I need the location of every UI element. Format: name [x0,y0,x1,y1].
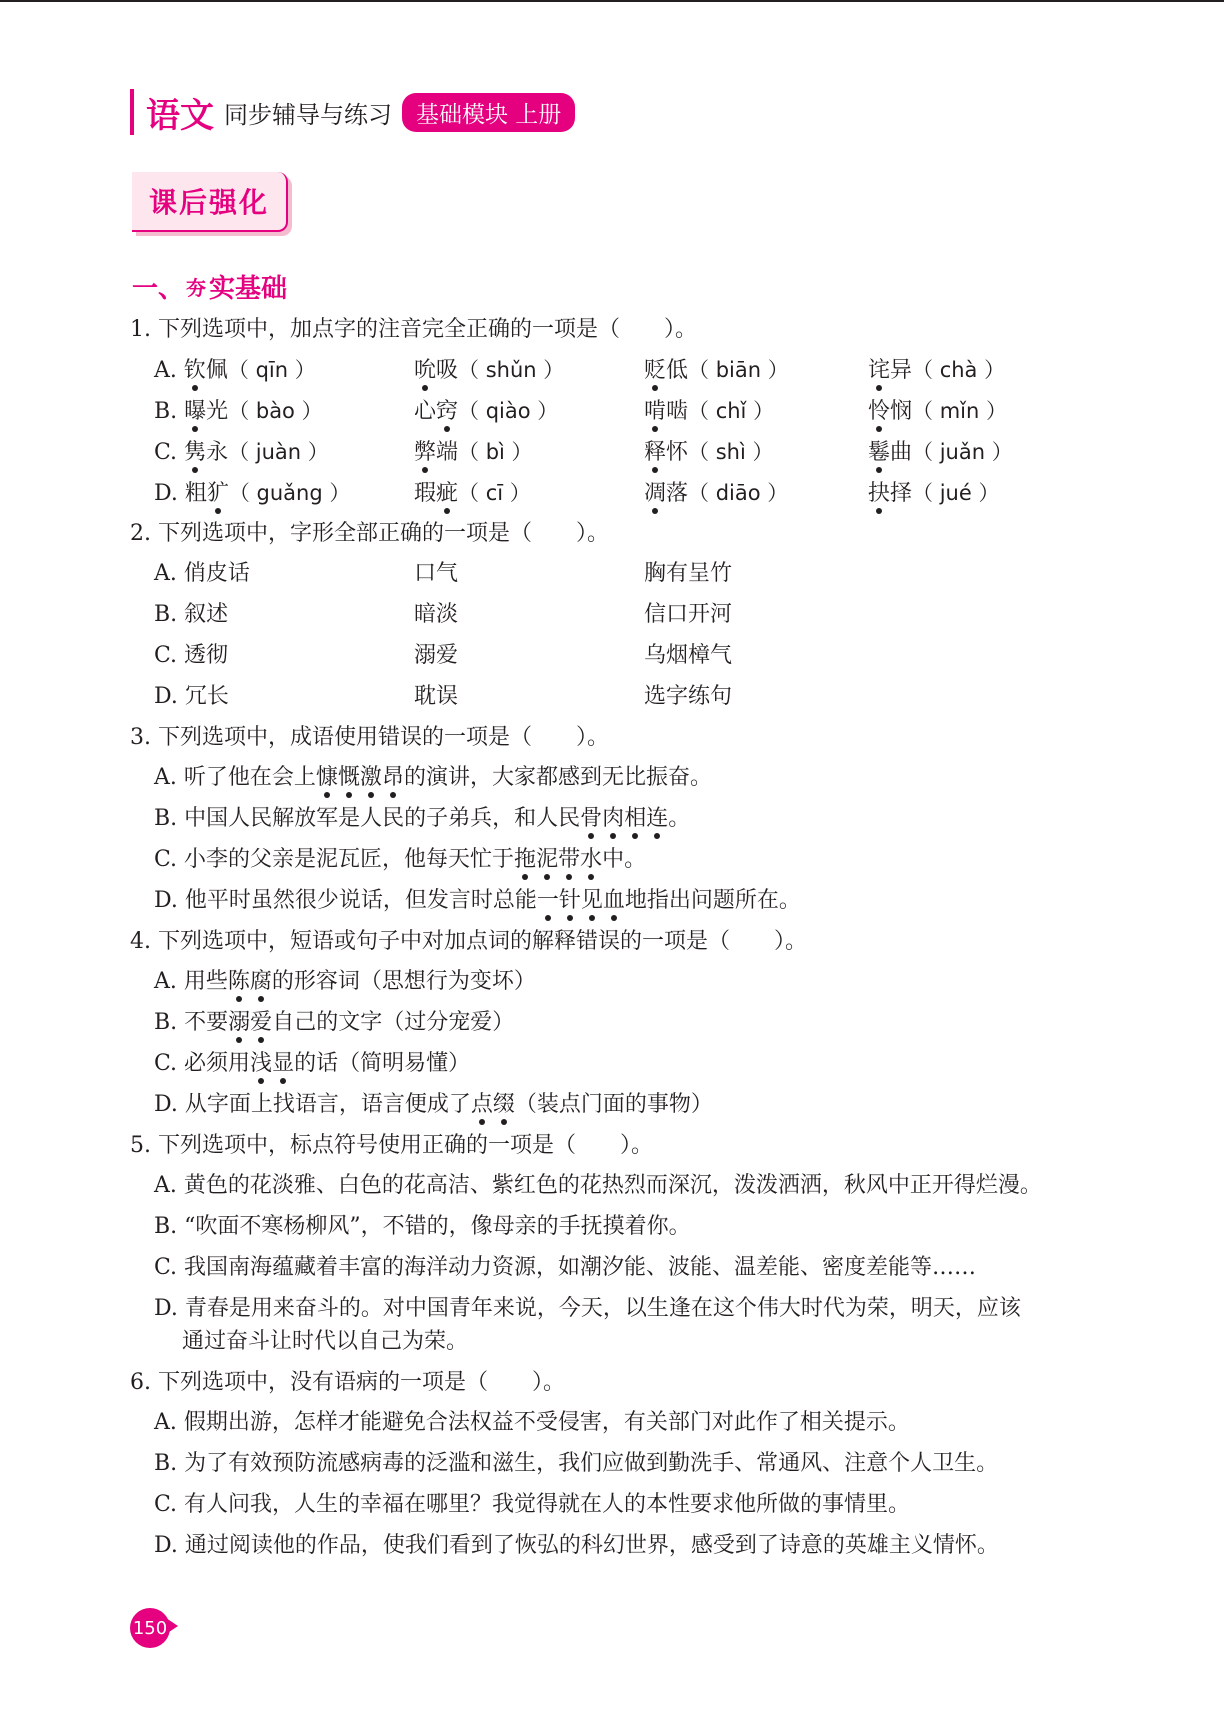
q2-option-a-2: 口气 [414,561,459,586]
q2-option-c-1: C. 透彻 [154,643,229,668]
emphasis-char: 带 [558,845,580,875]
q1-option-b-3: 啃啮（ chǐ ） [644,396,774,427]
q4-option-c: C. 必须用浅显的话（简明易懂） [154,1049,470,1079]
part-glyph-icon: 夯 [186,276,207,300]
q3-option-b: B. 中国人民解放军是人民的子弟兵，和人民骨肉相连。 [154,804,690,834]
q4-c-dotted [250,1051,294,1076]
q2-option-b-2: 暗淡 [414,602,459,627]
q1-option-d-2: 瑕疵（ cī ） [414,478,531,509]
q1-option-c-1: C. 隽永（ juàn ） [154,437,329,468]
section-tab [132,172,288,232]
q1-option-c-2: 弊端（ bì ） [414,437,533,468]
q5-option-c: C. 我国南海蕴藏着丰富的海洋动力资源，如潮汐能、波能、温差能、密度差能等…… [154,1255,977,1280]
q1-option-a-1: A. 钦佩（ qīn ） [154,355,316,386]
header-accent-bar [130,89,134,135]
q3-b-dotted [580,806,668,831]
q2-option-c-2: 溺爱 [414,643,459,668]
emphasis-char: 缀 [493,1090,515,1120]
emphasis-char: 相 [624,804,646,834]
emphasis-char: 显 [272,1049,294,1079]
q1-option-c-3: 释怀（ shì ） [644,437,773,468]
q1-option-b-4: 怜悯（ mǐn ） [868,396,1007,427]
q1-option-b-2: 心窍（ qiào ） [414,396,558,427]
question-5-stem: 5. 下列选项中，标点符号使用正确的一项是（ ）。 [130,1133,653,1158]
q1-option-a-3: 贬低（ biān ） [644,355,789,386]
question-1-stem: 1. 下列选项中，加点字的注音完全正确的一项是（ ）。 [130,317,697,342]
module-badge: 基础模块 上册 [402,93,575,132]
emphasis-char: 肉 [602,804,624,834]
q1-option-d-1: D. 粗犷（ guǎng ） [154,478,350,509]
emphasis-char: 血 [603,886,625,916]
q3-d-dotted [537,888,625,913]
emphasis-char: 浅 [250,1049,272,1079]
q4-d-dotted [471,1092,515,1117]
part-title-text: 实基础 [209,274,288,304]
emphasis-char: 拖 [514,845,536,875]
q2-option-a-1: A. 俏皮话 [154,561,250,586]
q4-a-dotted [228,969,272,994]
emphasis-char: 骨 [580,804,602,834]
q5-option-d: D. 青春是用来奋斗的。对中国青年来说，今天，以生逢在这个伟大时代为荣，明天，应该 [154,1296,1021,1321]
emphasis-char: 昂 [382,763,404,793]
emphasis-char: 针 [559,886,581,916]
q2-option-d-3: 选字练句 [644,684,733,709]
q2-option-b-1: B. 叙述 [154,602,229,627]
q4-option-a: A. 用些陈腐的形容词（思想行为变坏） [154,967,536,997]
question-6-stem: 6. 下列选项中，没有语病的一项是（ ）。 [130,1370,565,1395]
q3-a-dotted [316,765,404,790]
q5-option-d-continuation: 通过奋斗让时代以自己为荣。 [182,1329,469,1354]
q3-option-d: D. 他平时虽然很少说话，但发言时总能一针见血地指出问题所在。 [154,886,801,916]
q4-option-d: D. 从字面上找语言，语言便成了点缀（装点门面的事物） [154,1090,713,1120]
q1-option-a-4: 诧异（ chà ） [868,355,1005,386]
q6-option-b: B. 为了有效预防流感病毒的泛滥和滋生，我们应做到勤洗手、常通风、注意个人卫生。 [154,1451,999,1476]
q2-option-d-1: D. 冗长 [154,684,229,709]
emphasis-char: 见 [581,886,603,916]
page-number: 150 [130,1608,170,1648]
emphasis-char: 爱 [250,1008,272,1038]
q1-option-d-4: 抉择（ jué ） [868,478,999,509]
emphasis-char: 腐 [250,967,272,997]
q6-option-c: C. 有人问我，人生的幸福在哪里？我觉得就在人的本性要求他所做的事情里。 [154,1492,911,1517]
q1-option-a-2: 吮吸（ shǔn ） [414,355,564,386]
emphasis-char: 连 [646,804,668,834]
q4-option-b: B. 不要溺爱自己的文字（过分宠爱） [154,1008,514,1038]
question-2-stem: 2. 下列选项中，字形全部正确的一项是（ ）。 [130,521,609,546]
book-header [130,88,575,136]
part-title [132,268,287,305]
series-title: 同步辅导与练习 [224,100,392,129]
q1-option-d-3: 凋落（ diāo ） [644,478,788,509]
q5-option-a: A. 黄色的花淡雅、白色的花高洁、紫红色的花热烈而深沉，泼泼洒洒，秋风中正开得烂漫。 [154,1173,1042,1198]
top-rule [0,0,1224,2]
q2-option-d-2: 耽误 [414,684,459,709]
emphasis-char: 一 [537,886,559,916]
q4-b-dotted [228,1010,272,1035]
q1-option-c-4: 鬈曲（ juǎn ） [868,437,1013,468]
emphasis-char: 陈 [228,967,250,997]
q1-option-b-1: B. 曝光（ bào ） [154,396,323,427]
question-4-stem: 4. 下列选项中，短语或句子中对加点词的解释错误的一项是（ ）。 [130,929,807,954]
q2-option-b-3: 信口开河 [644,602,733,627]
section-title: 课后强化 [148,186,269,219]
emphasis-char: 泥 [536,845,558,875]
emphasis-char: 溺 [228,1008,250,1038]
emphasis-char: 点 [471,1090,493,1120]
emphasis-char: 水 [580,845,602,875]
emphasis-char: 激 [360,763,382,793]
subject-title: 语文 [146,95,214,136]
part-prefix: 一、 [132,274,185,304]
q2-option-a-3: 胸有呈竹 [644,561,733,586]
question-3-stem: 3. 下列选项中，成语使用错误的一项是（ ）。 [130,725,609,750]
emphasis-char: 慷 [316,763,338,793]
q6-option-a: A. 假期出游，怎样才能避免合法权益不受侵害，有关部门对此作了相关提示。 [154,1410,910,1435]
q5-option-b: B. “吹面不寒杨柳风”，不错的，像母亲的手抚摸着你。 [154,1214,691,1239]
q3-option-a: A. 听了他在会上慷慨激昂的演讲，大家都感到无比振奋。 [154,763,712,793]
q2-option-c-3: 乌烟樟气 [644,643,733,668]
q3-c-dotted [514,847,602,872]
q6-option-d: D. 通过阅读他的作品，使我们看到了恢弘的科幻世界，感受到了诗意的英雄主义情怀。 [154,1533,999,1558]
q3-option-c: C. 小李的父亲是泥瓦匠，他每天忙于拖泥带水中。 [154,845,646,875]
emphasis-char: 慨 [338,763,360,793]
